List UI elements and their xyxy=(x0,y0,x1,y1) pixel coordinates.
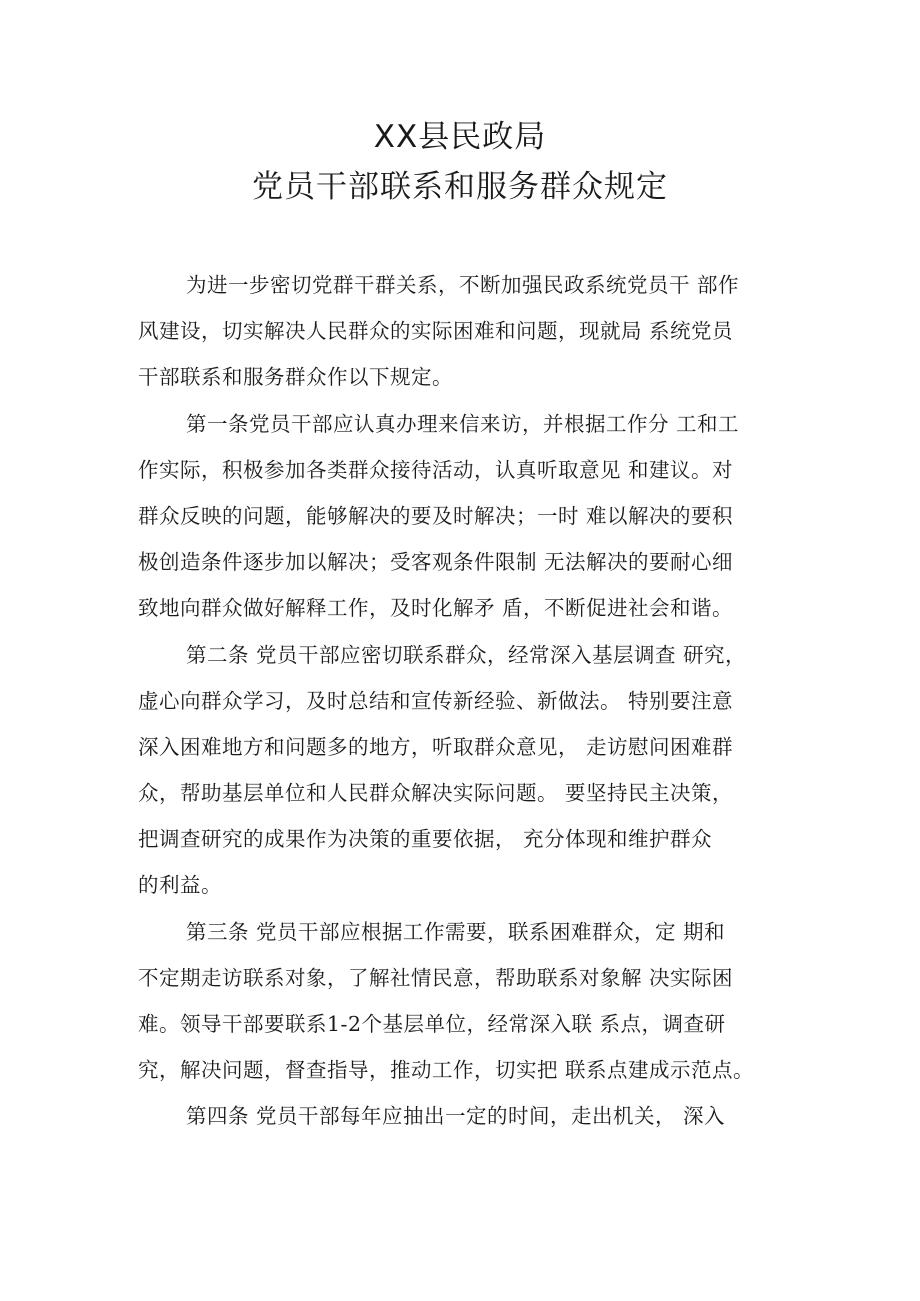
paragraph-line: 干部联系和服务群众作以下规定。 xyxy=(138,365,453,390)
paragraph-line: 第三条 党员干部应根据工作需要，联系困难群众，定 期和 xyxy=(186,919,726,944)
document-body xyxy=(138,262,798,1140)
paragraph-line: 第二条 党员干部应密切联系群众，经常深入基层调查 研究， xyxy=(186,642,747,667)
paragraph-intro xyxy=(138,262,798,401)
paragraph-article-4 xyxy=(138,1093,798,1139)
paragraph-line: 虚心向群众学习，及时总结和宣传新经验、新做法。 特别要注意 xyxy=(138,688,734,713)
paragraph-line: 把调查研究的成果作为决策的重要依据， 充分体现和维护群众 xyxy=(138,827,713,852)
paragraph-article-2 xyxy=(138,632,798,909)
paragraph-article-1 xyxy=(138,401,798,632)
paragraph-line: 致地向群众做好解释工作，及时化解矛 盾，不断促进社会和谐。 xyxy=(138,596,734,621)
paragraph-line: 不定期走访联系对象，了解社情民意，帮助联系对象解 决实际困 xyxy=(138,965,734,990)
paragraph-line: 为进一步密切党群干群关系，不断加强民政系统党员干 部作 xyxy=(186,273,740,297)
paragraph-line: 深入困难地方和问题多的地方，听取群众意见， 走访慰问困难群 xyxy=(138,734,734,759)
document-title-line2: 党员干部联系和服务群众规定 xyxy=(252,169,668,205)
paragraph-line: 众，帮助基层单位和人民群众解决实际问题。 要坚持民主决策， xyxy=(138,781,734,806)
paragraph-line: 作实际，积极参加各类群众接待活动，认真听取意见 和建议。对 xyxy=(138,457,734,482)
paragraph-article-3 xyxy=(138,909,798,1094)
paragraph-line: 难。领导干部要联系1-2个基层单位，经常深入联 系点，调查研 xyxy=(138,1012,726,1036)
paragraph-line: 风建设，切实解决人民群众的实际困难和问题，现就局 系统党员 xyxy=(138,319,734,344)
paragraph-line: 极创造条件逐步加以解决；受客观条件限制 无法解决的要耐心细 xyxy=(138,550,734,575)
paragraph-line: 第一条党员干部应认真办理来信来访，并根据工作分 工和工 xyxy=(186,411,740,436)
paragraph-line: 第四条 党员干部每年应抽出一定的时间，走出机关， 深入 xyxy=(186,1104,726,1129)
paragraph-line: 群众反映的问题，能够解决的要及时解决；一时 难以解决的要积 xyxy=(138,503,734,528)
paragraph-line: 究，解决问题，督查指导，推动工作，切实把 联系点建成示范点。 xyxy=(138,1058,755,1083)
paragraph-line: 的利益。 xyxy=(138,873,222,898)
document-title-line1: XX县民政局 xyxy=(373,119,547,155)
